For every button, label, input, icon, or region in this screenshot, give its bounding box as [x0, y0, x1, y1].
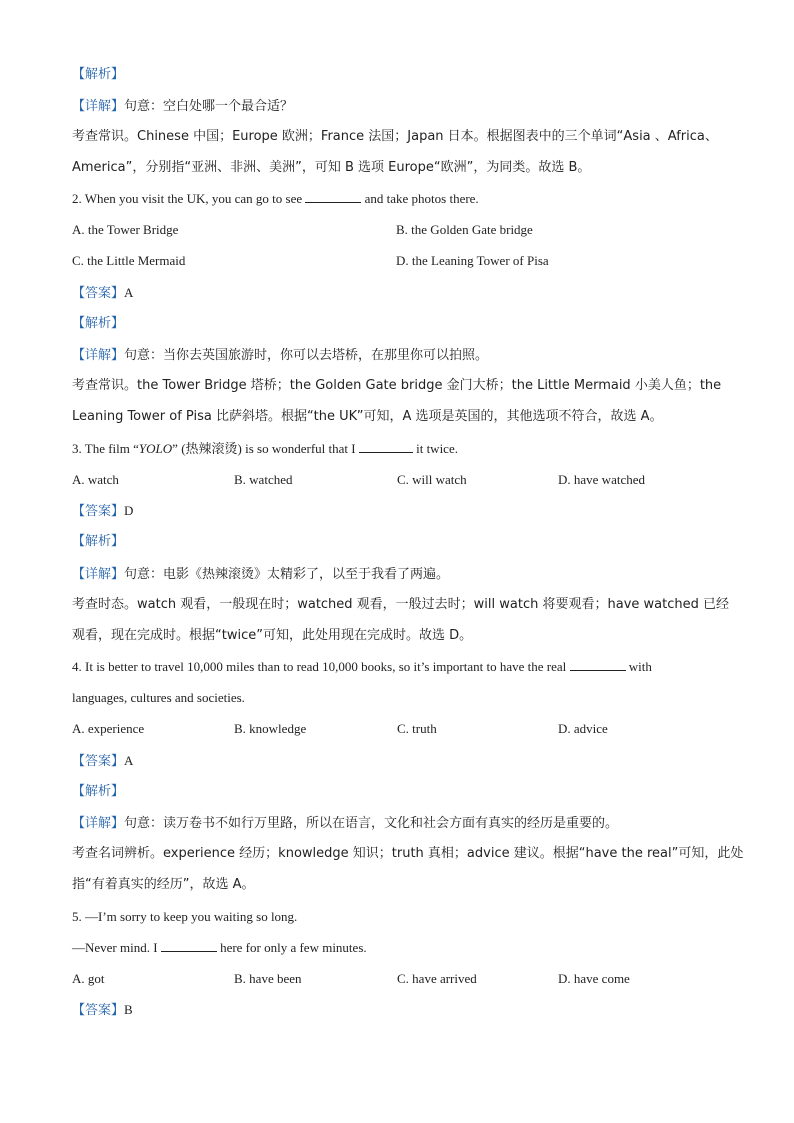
explanation-line: 考查时态。watch 观看，一般现在时；watched 观看，一般过去时；will watch 将要观看；have watched 已经 [72, 597, 729, 612]
analysis-label: 【解析】 [72, 534, 125, 549]
question-stem-cont: —Never mind. I here for only a few minutes. [72, 940, 367, 955]
explanation-line: 考查常识。Chinese 中国；Europe 欧洲；France 法国；Japan 日本。根据图表中的三个单词“Asia 、Africa、 [72, 129, 718, 144]
detail-line: 【详解】句意：空白处哪一个最合适？ [72, 99, 294, 114]
question-stem: 4. It is better to travel 10,000 miles than to read 10,000 books, so it’s important to have the real with [72, 659, 652, 674]
detail-line: 【详解】句意：当你去英国旅游时，你可以去塔桥，在那里你可以拍照。 [72, 348, 489, 363]
option-b: B. the Golden Gate bridge [396, 222, 533, 237]
analysis-label: 【解析】 [72, 316, 125, 331]
question-stem: 3. The film “YOLO” (热辣滚烫) is so wonderful that I it twice. [72, 441, 458, 456]
option-b: B. have been [234, 971, 302, 986]
option-b: B. watched [234, 472, 293, 487]
explanation-line: 指“有着真实的经历”，故选 A。 [72, 877, 255, 892]
question-stem: 5. —I’m sorry to keep you waiting so long. [72, 909, 298, 924]
option-c: C. will watch [397, 472, 467, 487]
analysis-label: 【解析】 [72, 67, 125, 82]
option-a: A. watch [72, 472, 119, 487]
option-d: D. advice [558, 721, 608, 736]
explanation-line: Leaning Tower of Pisa 比萨斜塔。根据“the UK”可知，A 选项是英国的，其他选项不符合，故选 A。 [72, 409, 663, 424]
option-b: B. knowledge [234, 721, 307, 736]
answer-line: 【答案】B [72, 1002, 133, 1018]
explanation-line: America”，分别指“亚洲、非洲、美洲”，可知 B 选项 Europe“欧洲”，为同类。故选 B。 [72, 160, 591, 175]
question-stem-cont: languages, cultures and societies. [72, 690, 245, 705]
detail-line: 【详解】句意：读万卷书不如行万里路，所以在语言，文化和社会方面有真实的经历是重要的。 [72, 816, 619, 831]
answer-blank [161, 939, 217, 952]
option-d: D. the Leaning Tower of Pisa [396, 253, 549, 268]
explanation-line: 观看，现在完成时。根据“twice”可知，此处用现在完成时。故选 D。 [72, 628, 473, 643]
option-c: C. have arrived [397, 971, 477, 986]
option-d: D. have come [558, 971, 630, 986]
analysis-label: 【解析】 [72, 784, 125, 799]
option-a: A. the Tower Bridge [72, 222, 179, 237]
option-d: D. have watched [558, 472, 645, 487]
answer-line: 【答案】A [72, 753, 134, 769]
explanation-line: 考查常识。the Tower Bridge 塔桥；the Golden Gate bridge 金门大桥；the Little Mermaid 小美人鱼；the [72, 378, 722, 393]
answer-blank [570, 658, 626, 671]
answer-blank [305, 190, 361, 203]
option-a: A. got [72, 971, 105, 986]
option-a: A. experience [72, 721, 145, 736]
question-stem: 2. When you visit the UK, you can go to see and take photos there. [72, 191, 479, 206]
detail-line: 【详解】句意：电影《热辣滚烫》太精彩了，以至于我看了两遍。 [72, 567, 450, 582]
answer-blank [359, 440, 413, 453]
answer-line: 【答案】A [72, 285, 134, 301]
explanation-line: 考查名词辨析。experience 经历；knowledge 知识；truth 真相；advice 建议。根据“have the real”可知，此处 [72, 846, 744, 861]
option-c: C. the Little Mermaid [72, 253, 186, 268]
answer-line: 【答案】D [72, 503, 134, 519]
option-c: C. truth [397, 721, 437, 736]
